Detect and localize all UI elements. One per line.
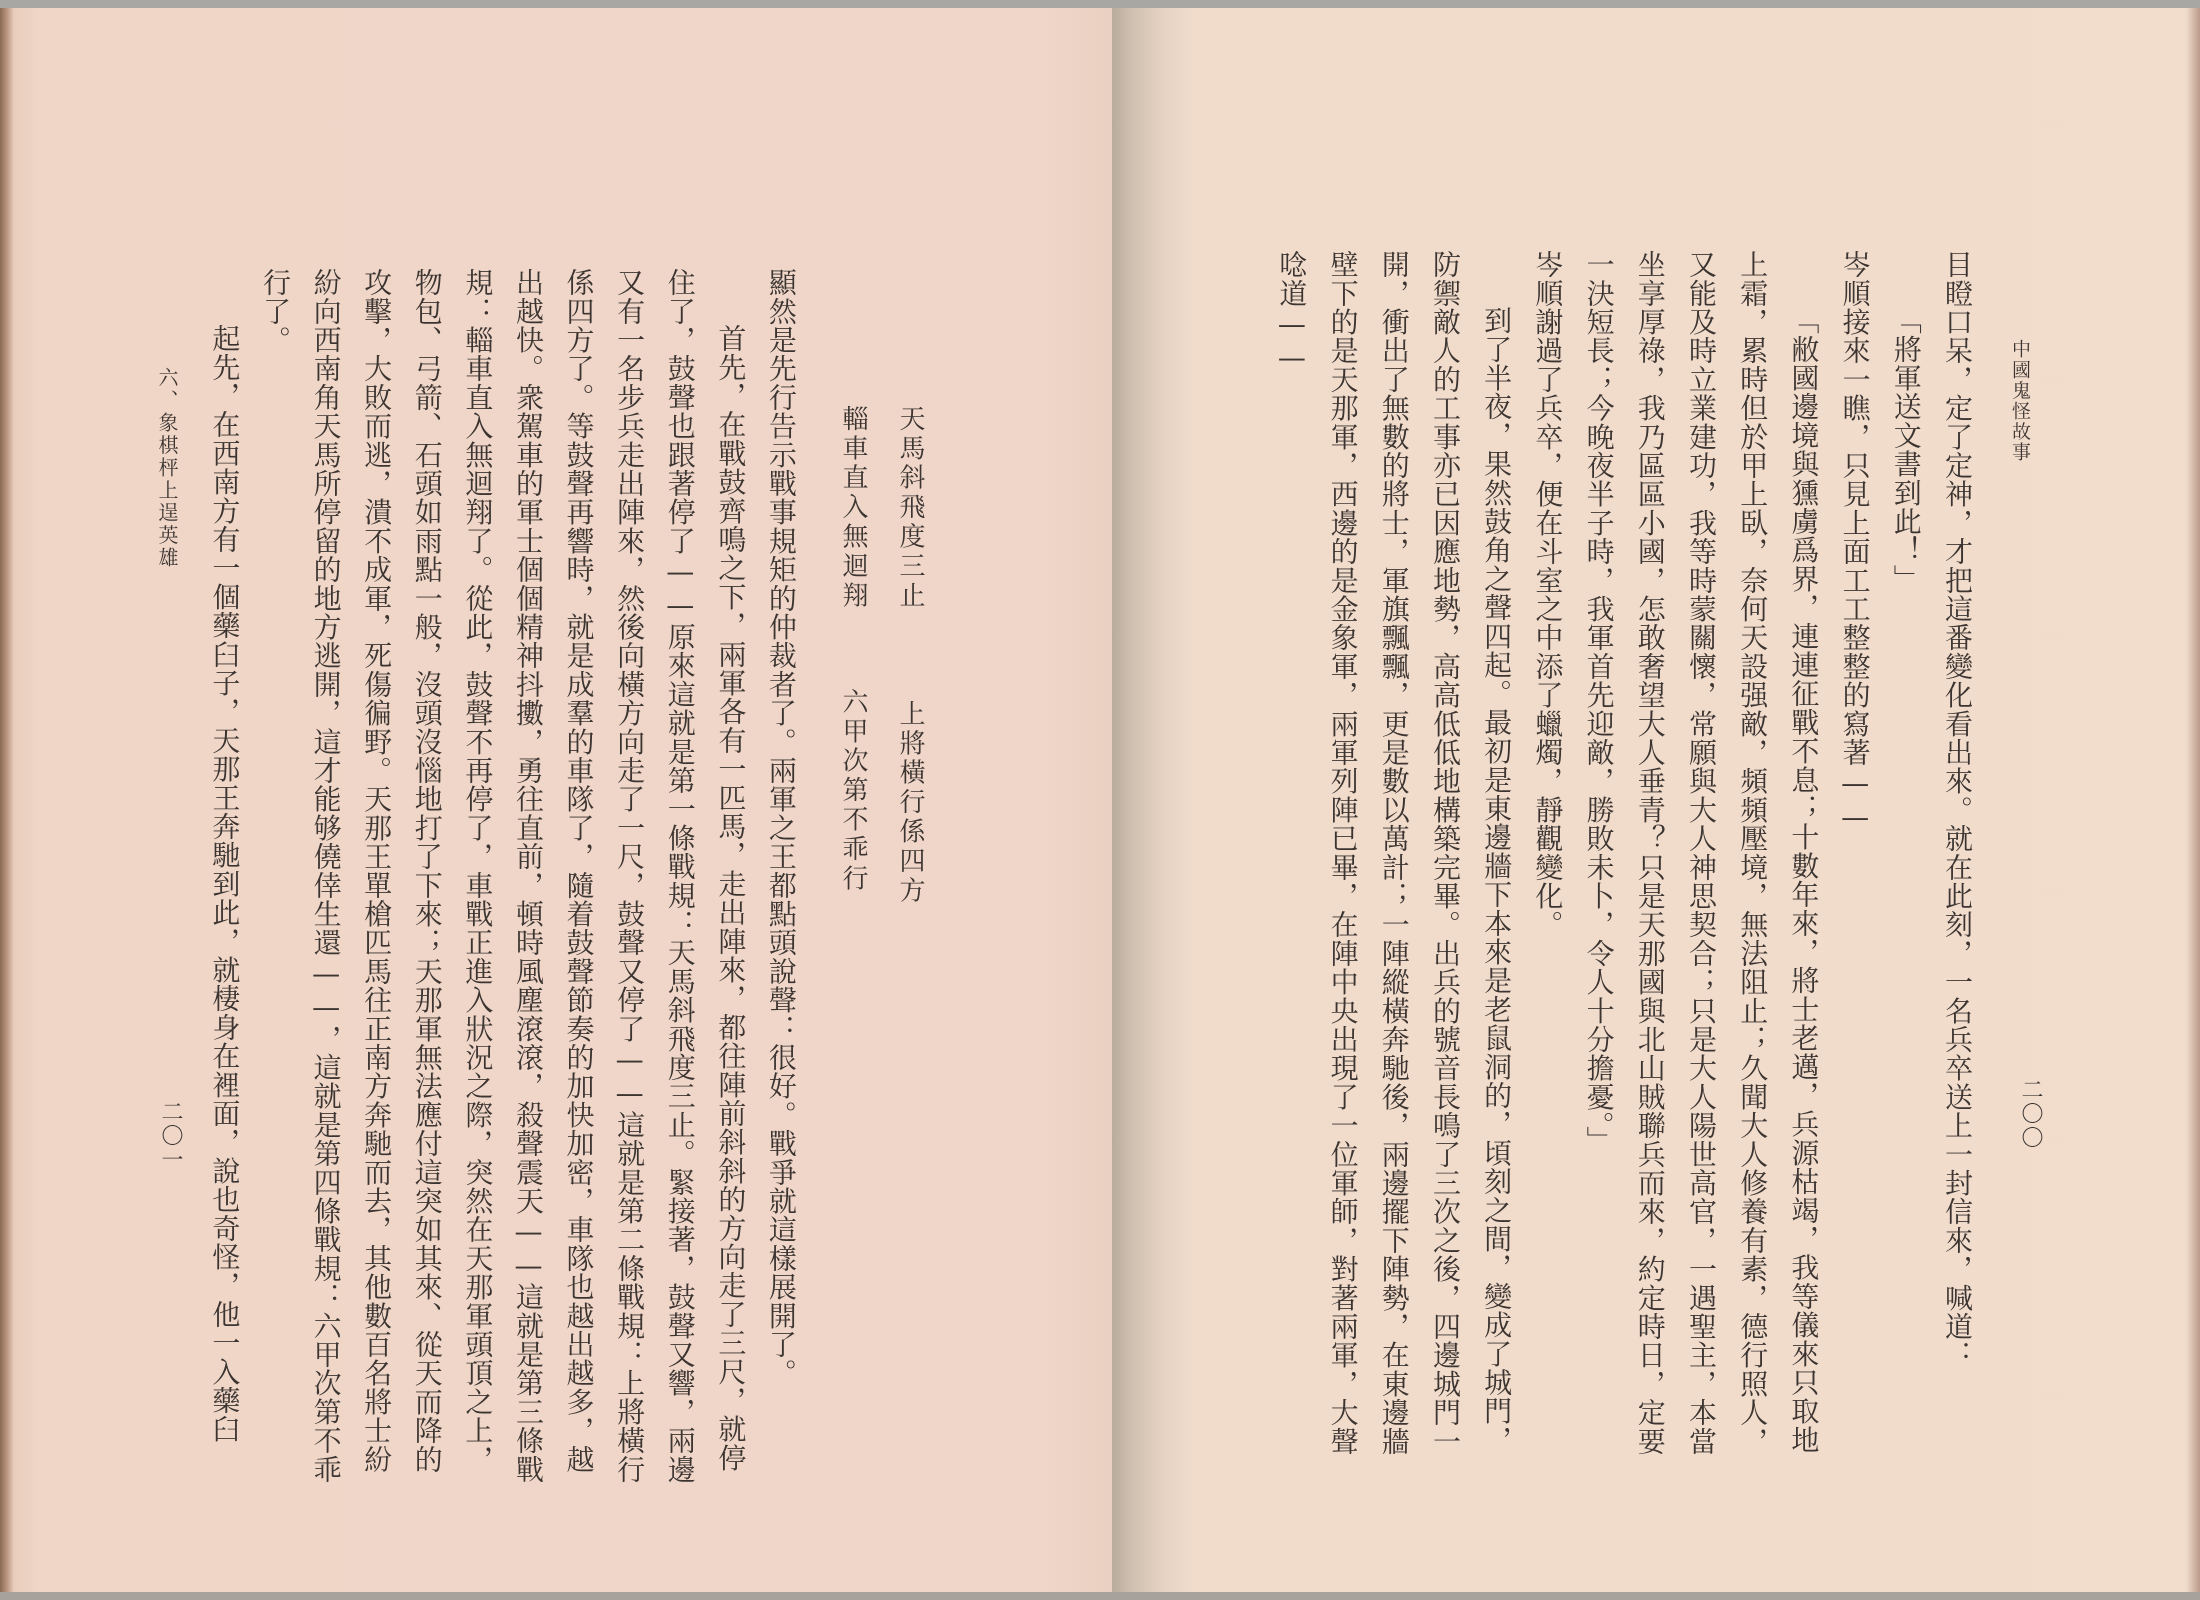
running-header: 中國鬼怪故事 — [2009, 339, 2031, 463]
text-column: 規：輜車直入無迴翔了。從此，鼓聲不再停了，車戰正進入狀況之際，突然在天那軍頭頂之上， — [461, 268, 495, 1474]
text-column: 起先，在西南方有一個藥臼子，天那王奔馳到此，就棲身在裡面，說也奇怪，他一入藥臼 — [208, 324, 242, 1444]
text-column: 紛向西南角天馬所停留的地方逃開，這才能够僥倖生還——，這就是第四條戰規：六甲次第不乖 — [309, 268, 343, 1484]
text-column: 岑順接來一瞧，只見上面工工整整的寫著—— — [1838, 250, 1872, 834]
text-column: 防禦敵人的工事亦已因應地勢，高高低低地構築完畢。出兵的號音長鳴了三次之後，四邊城門一 — [1428, 250, 1462, 1456]
text-column: 係四方了。等鼓聲再響時，就是成羣的車隊了，隨着鼓聲節奏的加快加密，車隊也越出越多，越 — [562, 268, 596, 1474]
text-column: 上霜，累時但於甲上臥，奈何天設强敵，頻頻壓境，無法阻止；久聞大人修養有素，德行照人， — [1736, 250, 1770, 1456]
right-page-body — [1266, 250, 1983, 1455]
text-column: 到了半夜，果然鼓角之聲四起。最初是東邊牆下本來是老鼠洞的，頃刻之間，變成了城門， — [1480, 306, 1514, 1454]
text-column: 又有一名步兵走出陣來，然後向橫方向走了一尺，鼓聲又停了——這就是第二條戰規：上將橫行 — [613, 268, 647, 1484]
page-number-left: 二〇一 — [158, 1100, 183, 1172]
text-column: 行了。 — [258, 268, 292, 355]
text-column: 首先，在戰鼓齊鳴之下，兩軍各有一匹馬，走出陣來，都往陣前斜斜的方向走了三尺，就停 — [714, 324, 748, 1472]
text-column: 開，衝出了無數的將士，軍旗飄飄，更是數以萬計；一陣縱橫奔馳後，兩邊擺下陣勢，在東邊牆 — [1377, 250, 1411, 1456]
text-column: 攻擊，大敗而逃，潰不成軍，死傷徧野。天那王單槍匹馬往正南方奔馳而去，其他數百名將士紛 — [360, 268, 394, 1474]
scan-bottom-edge — [0, 1592, 2200, 1600]
page-number-right: 二〇〇 — [2018, 1078, 2043, 1150]
text-column: 「敝國邊境與獯虜爲界，連連征戰不息；十數年來，將士老邁，兵源枯竭，我等儀來只取地 — [1787, 306, 1821, 1454]
text-column: 一決短長；今晚夜半子時，我軍首先迎敵，勝敗未卜，令人十分擔憂。」 — [1582, 250, 1616, 1155]
verse-line-2-second: 六甲次第不乖行 — [838, 688, 868, 894]
left-page-body — [199, 268, 806, 1483]
text-column: 又能及時立業建功，我等時蒙關懷，常願與大人神思契合；只是大人陽世高官，一遇聖主，本當 — [1684, 250, 1718, 1456]
text-column: 坐享厚祿，我乃區區小國，怎敢奢望大人垂青？只是天那國與北山賊聯兵而來，約定時日，定要 — [1633, 250, 1667, 1456]
text-column: 「將軍送文書到此！」 — [1889, 306, 1923, 593]
text-column: 目瞪口呆，定了定神，才把這番變化看出來。就在此刻，一名兵卒送上一封信來，喊道： — [1941, 250, 1974, 1370]
verse-line-1-second: 上將橫行係四方 — [895, 700, 925, 906]
text-column: 顯然是先行告示戰事規矩的仲裁者了。兩軍之王都點頭說聲：很好。戰爭就這樣展開了。 — [764, 268, 798, 1388]
verse-line-1-first: 天馬斜飛度三止 — [895, 405, 925, 611]
text-column: 住了，鼓聲也跟著停了——原來這就是第一條戰規：天馬斜飛度三止。緊接著，鼓聲又響，兩邊 — [663, 268, 697, 1484]
text-column: 壁下的是天那軍，西邊的是金象軍，兩軍列陣已畢，在陣中央出現了一位軍師，對著兩軍，大聲 — [1326, 250, 1360, 1456]
text-column: 唸道—— — [1275, 250, 1309, 375]
verse-line-2-first: 輜車直入無迴翔 — [838, 405, 868, 611]
running-footer: 六、象棋枰上逞英雄 — [155, 367, 179, 570]
text-column: 岑順謝過了兵卒，便在斗室之中添了蠟燭，靜觀變化。 — [1531, 250, 1565, 939]
text-column: 出越快。衆駕車的軍士個個精神抖擻，勇往直前，頓時風塵滾滾，殺聲震天——這就是第三條戰 — [511, 268, 545, 1484]
text-column: 物包、弓箭、石頭如雨點一般，沒頭沒惱地打了下來；天那軍無法應付這突如其來、從天而降的 — [410, 268, 444, 1474]
